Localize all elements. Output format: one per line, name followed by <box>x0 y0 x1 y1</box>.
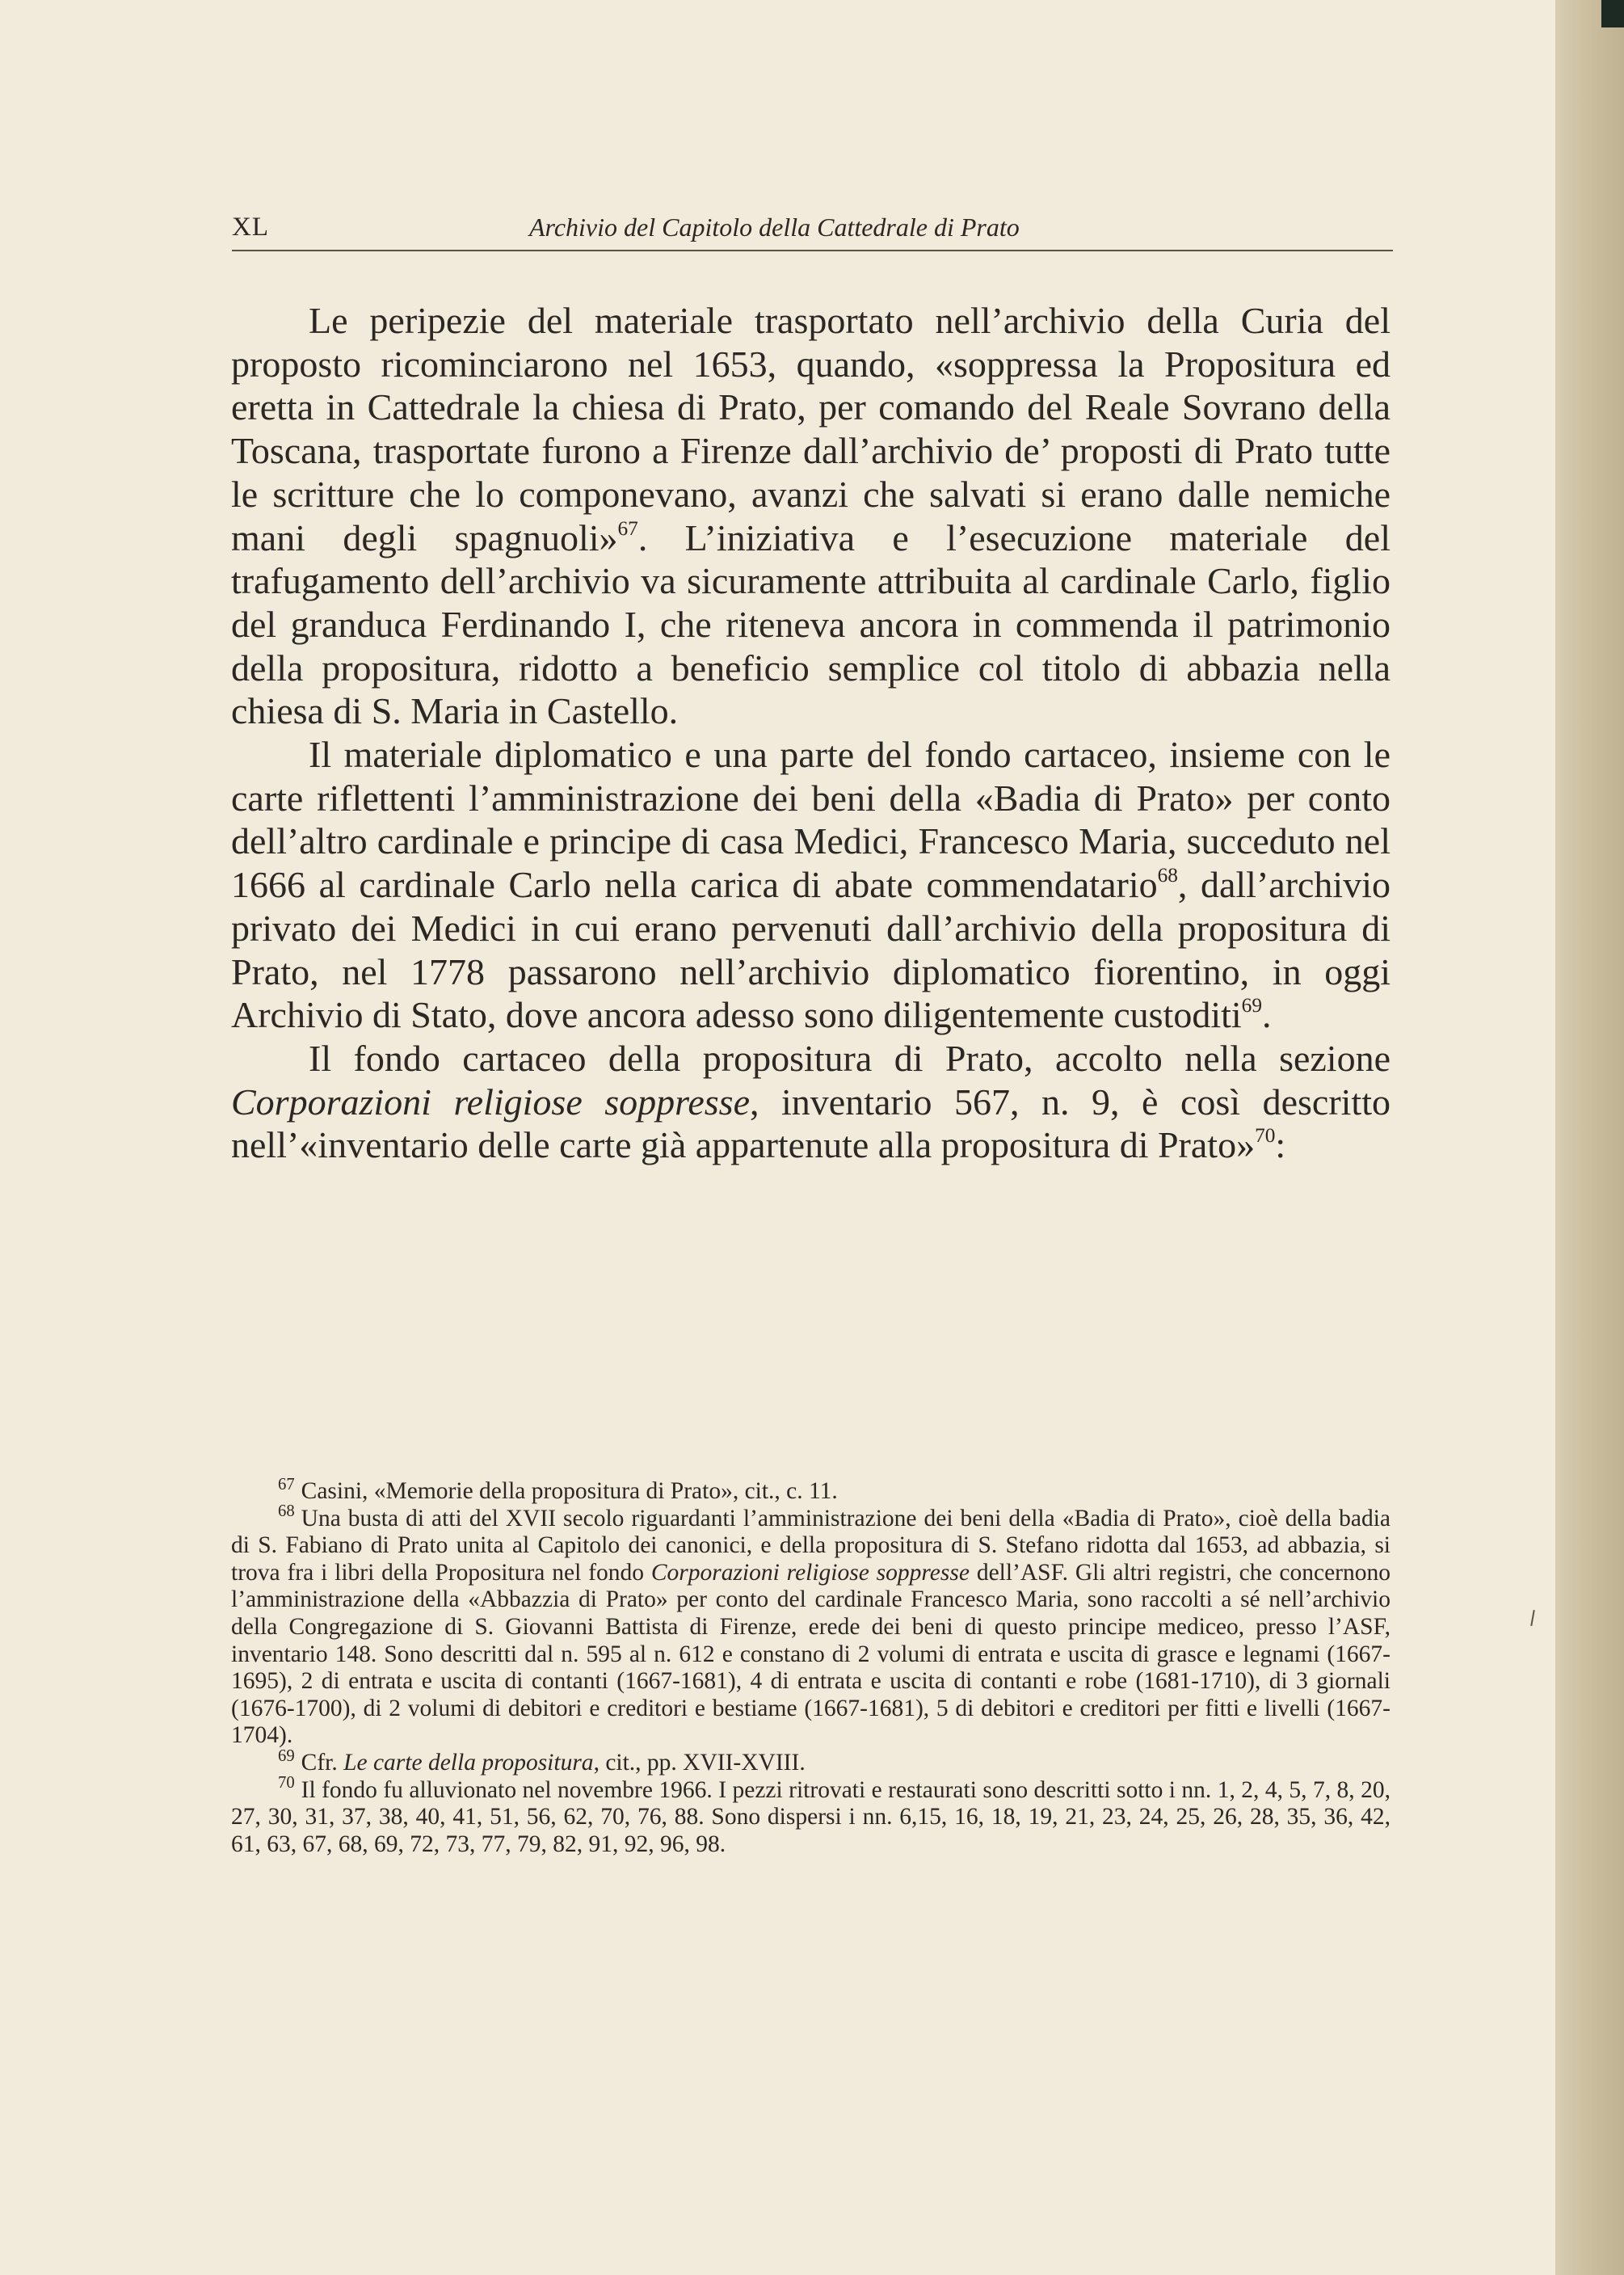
background-corner <box>1601 0 1624 27</box>
page-number: XL <box>232 213 269 242</box>
margin-mark <box>1530 1610 1534 1626</box>
book-gutter <box>1555 0 1624 2275</box>
paragraph-2: Il materiale diplomatico e una parte del fondo cartaceo, insieme con le carte riflettenti l’amministrazione dei beni della «Badia di Prato» per conto dell’altro cardinale e principe di casa Medici, Francesco Maria, succeduto nel 1666 al cardinale Carlo nella carica di abate commendatario$^{68}$, dall’archivio privato dei Medici in cui erano pervenuti dall’archivio della propositura di Prato, nel 1778 passarono nell’archivio diplomatico fiorentino, in oggi Archivio di Stato, dove ancora adesso sono diligentemente custoditi$^{69}$. <box>231 734 1390 1036</box>
footnotes <box>231 1475 1390 1858</box>
footnote-67: $^{67}$ Casini, «Memorie della propositura di Prato», cit., c. 11. <box>278 1475 838 1504</box>
running-title: Archivio del Capitolo della Cattedrale di Prato <box>529 213 1020 242</box>
paragraph-1: Le peripezie del materiale trasportato nell’archivio della Curia del proposto ricominciarono nel 1653, quando, «soppressa la Propositura ed eretta in Cattedrale la chiesa di Prato, per comando del Reale Sovrano della Toscana, trasportate furono a Firenze dall’archivio de’ proposti di Prato tutte le scritture che lo componevano, avanzi che salvati si erano dalle nemiche mani degli spagnuoli»$^{67}$. L’iniziativa e l’esecuzione materiale del trafugamento dell’archivio va sicuramente attribuita al cardinale Carlo, figlio del granduca Ferdinando I, che riteneva ancora in commenda il patrimonio della propositura, ridotto a beneficio semplice col titolo di abbazia nella chiesa di S. Maria in Castello. <box>231 300 1390 732</box>
footnote-ref-67: 67 <box>617 516 638 540</box>
footnote-69: $^{69}$ Cfr. Le carte della propositura, cit., pp. XVII-XVIII. <box>278 1746 806 1776</box>
footnote-70: $^{70}$ Il fondo fu alluvionato nel novembre 1966. I pezzi ritrovati e restaurati sono descritti sotto i nn. 1, 2, 4, 5, 7, 8, 20, 27, 30, 31, 37, 38, 40, 41, 51, 56, 62, 70, 76, 88. Sono dispersi i nn. 6,15, 16, 18, 19, 21, 23, 24, 25, 26, 28, 35, 36, 42, 61, 63, 67, 68, 69, 72, 73, 77, 79, 82, 91, 92, 96, 98. <box>231 1774 1390 1857</box>
paragraph-3: Il fondo cartaceo della propositura di Prato, accolto nella sezione Corporazioni religiose soppresse, inventario 567, n. 9, è così descritto nell’«inventario delle carte già appartenute alla propositura di Prato»$^{70}$: <box>231 1037 1390 1166</box>
footnote-ref-68: 68 <box>1157 864 1178 887</box>
footnote-68: $^{68}$ Una busta di atti del XVII secolo riguardanti l’amministrazione dei beni della «Badia di Prato», cioè della badia di S. Fabiano di Prato unita al Capitolo dei canonici, e della propositura di S. Stefano ridotta dal 1653, ad abbazia, si trova fra i libri della Propositura nel fondo Corporazioni religiose soppresse dell’ASF. Gli altri registri, che concernono l’amministrazione della «Abbazzia di Prato» per conto del cardinale Francesco Maria, sono raccolti a sé nell’archivio della Congregazione di S. Giovanni Battista di Firenze, erede dei beni di questo principe mediceo, presso l’ASF, inventario 148. Sono descritti dal n. 595 al n. 612 e constano di 2 volumi di entrata e uscita di grasce e legnami (1667-1695), 2 di entrata e uscita di contanti (1667-1681), 4 di entrata e uscita di contanti e robe (1681-1710), di 3 giornali (1676-1700), di 2 volumi di debitori e creditori e bestiame (1667-1681), 5 di debitori e creditori per fitti e livelli (1667-1704). <box>231 1502 1390 1749</box>
footnote-ref-70: 70 <box>1255 1124 1276 1148</box>
footnote-ref-69: 69 <box>1241 994 1262 1017</box>
main-text <box>231 299 1390 1167</box>
running-header <box>232 206 1393 251</box>
